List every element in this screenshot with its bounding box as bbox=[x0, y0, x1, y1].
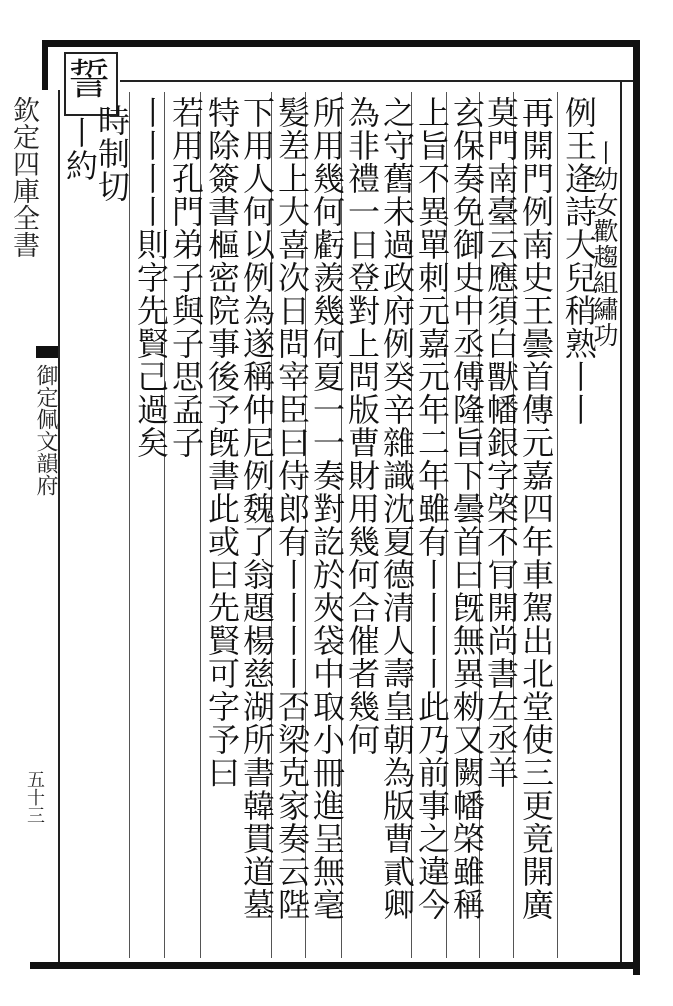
text-column-6: 上旨不異單刺元嘉元年二年雖有丨丨丨丨此乃前事之違今 bbox=[413, 96, 451, 921]
text-column-15: 時制切 bbox=[93, 104, 131, 203]
frame-left-border bbox=[42, 40, 48, 90]
head-character: 誓 bbox=[67, 55, 110, 104]
text-column-8: 為非禮一日登對上問版曹財用幾何合催者幾何 bbox=[343, 96, 381, 756]
text-column-7: 之守舊未過政府例癸辛雜識沈夏德清人壽皇朝為版曹貳卿 bbox=[378, 96, 416, 921]
text-column-4: 莫門南臺云應須白獸幡銀字棨不肎開尚書左丞羊 bbox=[482, 96, 520, 789]
text-column-9: 所用幾何虧羨幾何夏一一奏對訖於夾袋中取小冊進呈無毫 bbox=[308, 96, 346, 921]
column-rule bbox=[557, 92, 558, 958]
inner-left-rule bbox=[58, 90, 60, 962]
fishtail-mark bbox=[36, 346, 58, 358]
frame-right-border bbox=[633, 40, 640, 975]
text-column-1: 例王逄詩大兒稍熟丨丨 bbox=[560, 96, 598, 426]
text-column-2: 丨幼女歡趨組繡功 bbox=[590, 140, 619, 348]
book-title: 欽定四庫全書 bbox=[8, 96, 39, 258]
column-rule bbox=[129, 92, 130, 958]
page-number: 五十三 bbox=[24, 770, 45, 824]
text-column-11: 下用人何以例為遂稱仲尼例魏了翁題楊慈湖所書韓貫道墓 bbox=[238, 96, 276, 921]
text-column-5: 玄保奏免御史中丞傅隆旨下曇首曰旣無異勑又闕幡棨雖稱 bbox=[448, 96, 486, 921]
text-column-14: 若用孔門弟子與子思孟子 bbox=[167, 96, 205, 459]
text-column-12: 特除簽書樞密院事後予旣書此或曰先賢可字予曰 bbox=[203, 96, 241, 789]
text-column-10: 髪差上大喜次日問宰臣曰侍郎有丨丨丨丨否梁克家奏云陛 bbox=[273, 96, 311, 921]
text-column-16: 丨約 bbox=[61, 116, 99, 182]
inner-top-rule bbox=[120, 80, 633, 82]
text-column-13: 丨丨丨丨則字先賢己過矣 bbox=[132, 96, 170, 459]
frame-top-border bbox=[42, 40, 640, 47]
text-column-3: 再開門例南史王曇首傳元嘉四年車駕出北堂使三更竟開廣 bbox=[517, 96, 555, 921]
section-title: 御定佩文韻府 bbox=[33, 364, 58, 496]
frame-bottom-border bbox=[30, 962, 640, 969]
